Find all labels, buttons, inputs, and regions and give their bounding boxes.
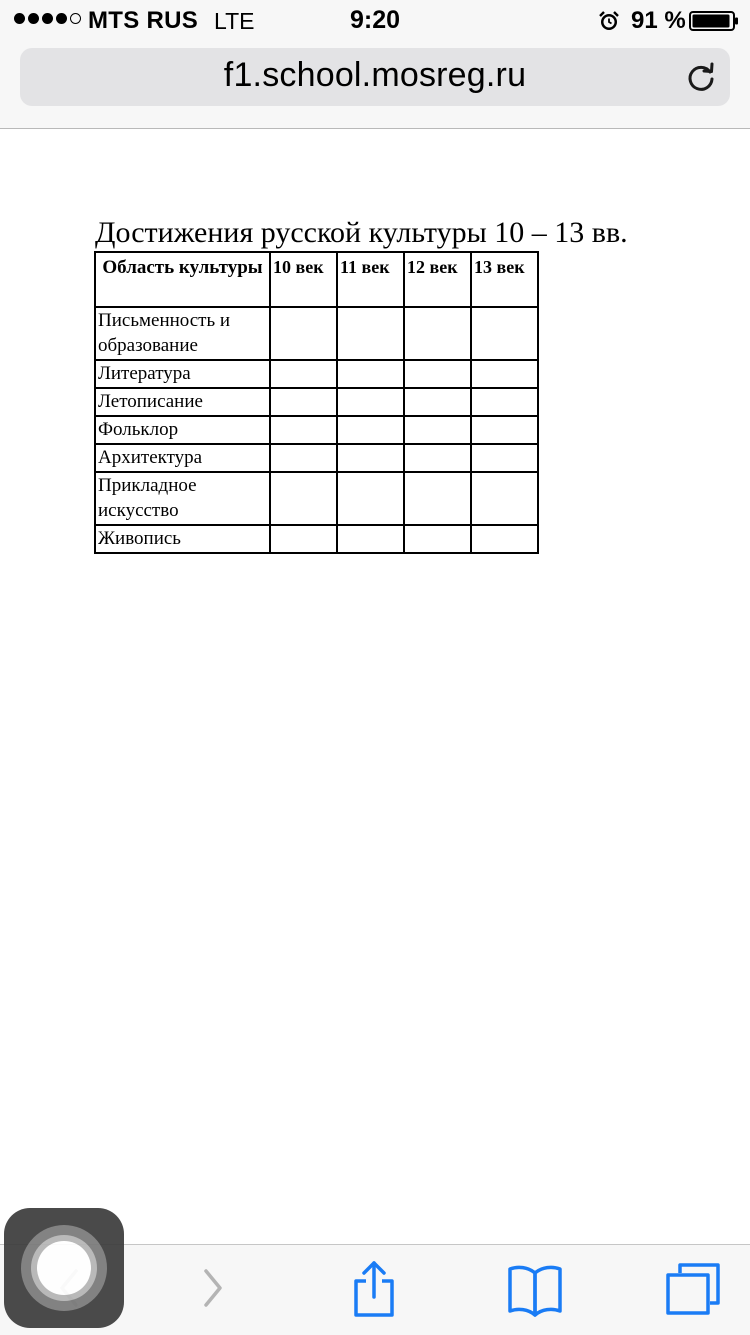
network-type: LTE — [214, 8, 255, 34]
table-row — [95, 388, 538, 416]
table-cell — [404, 388, 471, 416]
address-bar[interactable] — [20, 48, 730, 106]
table-cell — [270, 360, 337, 388]
header-10-century: 10 век — [270, 252, 337, 307]
tabs-icon[interactable] — [664, 1263, 722, 1317]
browser-top-bar — [0, 0, 750, 129]
table-cell — [471, 416, 538, 444]
battery-icon — [689, 11, 739, 31]
table-cell — [404, 307, 471, 360]
url-text[interactable]: f1.school.mosreg.ru — [223, 56, 527, 94]
status-bar — [0, 0, 750, 40]
table-cell — [270, 444, 337, 472]
carrier-name: MTS RUS — [88, 7, 199, 34]
table-cell — [404, 525, 471, 553]
row-area-label: Летописание — [95, 388, 270, 416]
table-cell — [337, 444, 404, 472]
table-cell — [337, 388, 404, 416]
row-area-label: Письменность и образование — [95, 307, 270, 360]
table-cell — [404, 444, 471, 472]
table-row — [95, 307, 538, 360]
table-cell — [270, 388, 337, 416]
table-cell — [337, 416, 404, 444]
header-13-century: 13 век — [471, 252, 538, 307]
row-area-label: Фольклор — [95, 416, 270, 444]
table-cell — [471, 388, 538, 416]
battery-percent: 91 % — [631, 7, 686, 34]
table-cell — [337, 360, 404, 388]
status-time: 9:20 — [349, 6, 401, 34]
header-12-century: 12 век — [404, 252, 471, 307]
header-11-century: 11 век — [337, 252, 404, 307]
row-area-label: Архитектура — [95, 444, 270, 472]
table-cell — [471, 525, 538, 553]
table-cell — [270, 472, 337, 525]
table-row — [95, 360, 538, 388]
table-cell — [270, 525, 337, 553]
header-area: Область культуры — [95, 252, 270, 307]
table-cell — [404, 360, 471, 388]
alarm-icon — [598, 10, 620, 32]
table-cell — [471, 444, 538, 472]
table-cell — [471, 360, 538, 388]
table-cell — [471, 472, 538, 525]
row-area-label: Прикладное искусство — [95, 472, 270, 525]
table-cell — [270, 416, 337, 444]
table-cell — [404, 472, 471, 525]
share-icon[interactable] — [350, 1259, 398, 1319]
row-area-label: Литература — [95, 360, 270, 388]
table-row — [95, 472, 538, 525]
table-cell — [337, 472, 404, 525]
document-title: Достижения русской культуры 10 – 13 вв. — [95, 216, 628, 249]
bookmarks-icon[interactable] — [506, 1263, 564, 1317]
table-row — [95, 416, 538, 444]
reload-icon[interactable] — [684, 60, 718, 94]
table-cell — [337, 307, 404, 360]
table-cell — [270, 307, 337, 360]
table-row — [95, 444, 538, 472]
assistive-touch-icon[interactable] — [4, 1208, 124, 1328]
table-cell — [404, 416, 471, 444]
table-row — [95, 525, 538, 553]
culture-achievements-table — [94, 251, 539, 554]
table-cell — [471, 307, 538, 360]
row-area-label: Живопись — [95, 525, 270, 553]
forward-icon[interactable] — [198, 1263, 228, 1313]
table-header-row — [95, 252, 538, 307]
table-cell — [337, 525, 404, 553]
